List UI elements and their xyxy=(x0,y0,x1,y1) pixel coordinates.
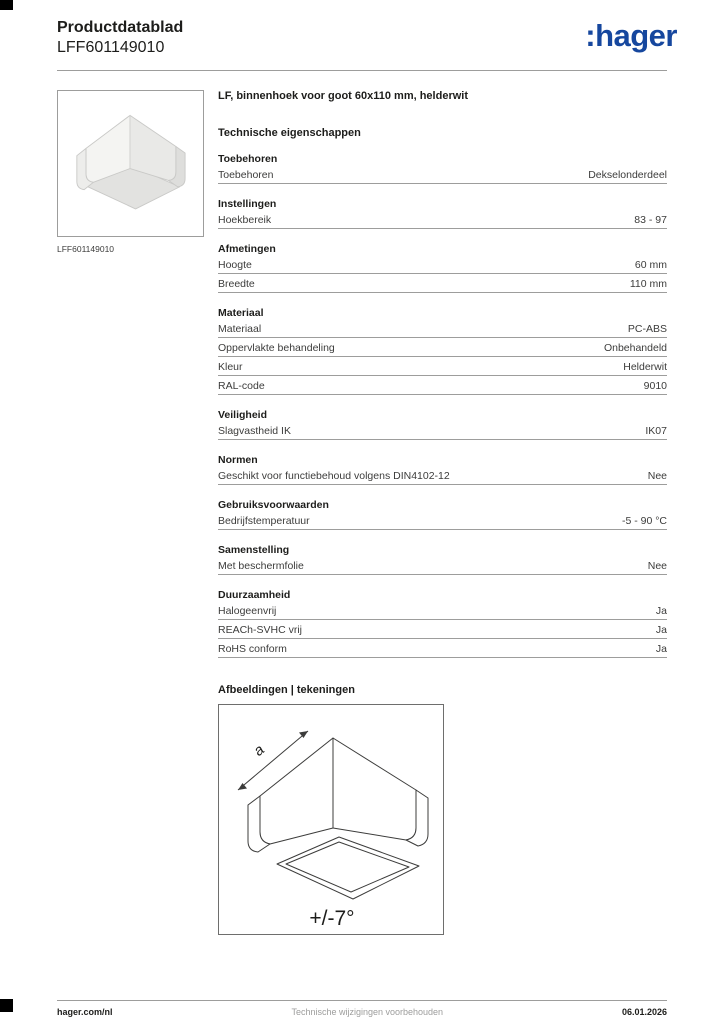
spec-section-title: Samenstelling xyxy=(218,544,290,557)
dimension-label: a xyxy=(249,741,268,760)
spec-label: Bedrijfstemperatuur xyxy=(218,515,310,528)
spec-section-materiaal xyxy=(218,307,667,395)
spec-value: 9010 xyxy=(643,380,667,393)
spec-row xyxy=(218,319,667,338)
angle-label: +/-7° xyxy=(308,906,355,930)
spec-value: Ja xyxy=(655,605,667,618)
hager-logo: :hager xyxy=(585,18,677,53)
product-photo-caption: LFF601149010 xyxy=(57,244,115,254)
spec-row xyxy=(218,255,667,274)
product-photo-render xyxy=(64,97,197,230)
spec-value: Helderwit xyxy=(623,361,667,374)
page-footer xyxy=(57,1000,667,1017)
spec-section-toebehoren xyxy=(218,153,667,184)
product-photo xyxy=(57,90,204,237)
header-divider xyxy=(57,70,667,71)
spec-label: Oppervlakte behandeling xyxy=(218,342,335,355)
print-crop-mark-bottom xyxy=(0,999,13,1012)
spec-row xyxy=(218,274,667,293)
spec-label: Halogeenvrij xyxy=(218,605,277,618)
footer-disclaimer: Technische wijzigingen voorbehouden xyxy=(291,1007,444,1017)
spec-section-veiligheid xyxy=(218,409,667,440)
spec-label: REACh-SVHC vrij xyxy=(218,624,303,637)
spec-value: 83 - 97 xyxy=(634,214,667,227)
spec-label: Breedte xyxy=(218,278,255,291)
spec-section-instellingen xyxy=(218,198,667,229)
technical-drawing xyxy=(218,704,444,935)
spec-row xyxy=(218,421,667,440)
technical-drawing-svg xyxy=(220,706,443,934)
spec-value: Dekselonderdeel xyxy=(588,169,667,182)
spec-row xyxy=(218,210,667,229)
spec-row xyxy=(218,466,667,485)
spec-section-afmetingen xyxy=(218,243,667,293)
spec-row xyxy=(218,376,667,395)
spec-value: Ja xyxy=(655,643,667,656)
spec-row xyxy=(218,357,667,376)
spec-value: IK07 xyxy=(645,425,667,438)
document-title: Productdatablad xyxy=(57,19,184,36)
main-content xyxy=(218,90,667,935)
spec-section-title: Normen xyxy=(218,454,258,467)
spec-label: Kleur xyxy=(218,361,243,374)
product-name: LF, binnenhoek voor goot 60x110 mm, helderwit xyxy=(218,90,468,102)
spec-section-title: Duurzaamheid xyxy=(218,589,291,602)
spec-value: Nee xyxy=(647,470,667,483)
spec-section-title: Instellingen xyxy=(218,198,277,211)
spec-label: RoHS conform xyxy=(218,643,287,656)
spec-label: Slagvastheid IK xyxy=(218,425,291,438)
spec-label: RAL-code xyxy=(218,380,265,393)
spec-value: Ja xyxy=(655,624,667,637)
spec-label: Met beschermfolie xyxy=(218,560,304,573)
spec-label: Hoogte xyxy=(218,259,252,272)
footer-website-link[interactable]: hager.com/nl xyxy=(57,1007,113,1017)
spec-value: 110 mm xyxy=(629,278,667,291)
spec-row xyxy=(218,511,667,530)
spec-section-duurzaamheid xyxy=(218,589,667,658)
spec-section-gebruiksvoorwaarden xyxy=(218,499,667,530)
spec-value: Onbehandeld xyxy=(603,342,667,355)
spec-row xyxy=(218,338,667,357)
footer-date: 06.01.2026 xyxy=(621,1007,667,1017)
product-reference: LFF601149010 xyxy=(57,39,165,56)
spec-row xyxy=(218,639,667,658)
spec-value: -5 - 90 °C xyxy=(621,515,667,528)
spec-section-title: Materiaal xyxy=(218,307,264,320)
spec-row xyxy=(218,601,667,620)
print-crop-mark-top xyxy=(0,0,13,10)
spec-section-title: Gebruiksvoorwaarden xyxy=(218,499,329,512)
specs-heading: Technische eigenschappen xyxy=(218,127,361,140)
spec-value: 60 mm xyxy=(634,259,667,272)
spec-row xyxy=(218,165,667,184)
spec-section-normen xyxy=(218,454,667,485)
spec-row xyxy=(218,556,667,575)
spec-section-samenstelling xyxy=(218,544,667,575)
spec-section-title: Afmetingen xyxy=(218,243,276,256)
spec-label: Geschikt voor functiebehoud volgens DIN4102-12 xyxy=(218,470,450,483)
drawings-heading: Afbeeldingen | tekeningen xyxy=(218,684,355,697)
spec-section-title: Toebehoren xyxy=(218,153,278,166)
spec-row xyxy=(218,620,667,639)
spec-value: PC-ABS xyxy=(627,323,667,336)
spec-label: Materiaal xyxy=(218,323,262,336)
spec-value: Nee xyxy=(647,560,667,573)
spec-section-title: Veiligheid xyxy=(218,409,268,422)
spec-label: Hoekbereik xyxy=(218,214,272,227)
spec-label: Toebehoren xyxy=(218,169,274,182)
page-header xyxy=(57,18,677,58)
